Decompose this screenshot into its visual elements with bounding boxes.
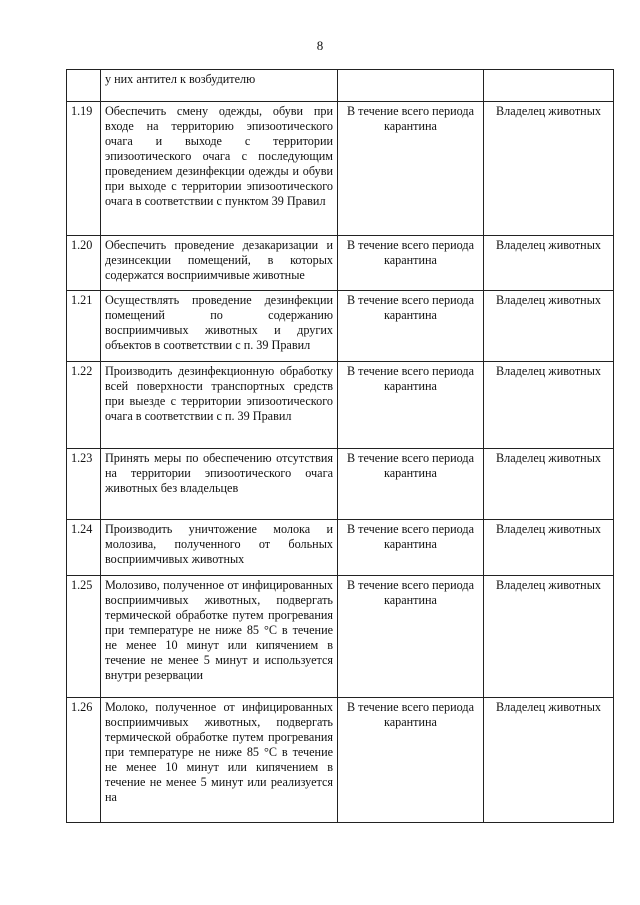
measure-term: В течение всего периода карантина [338, 576, 484, 698]
page-number: 8 [316, 38, 324, 53]
row-number [67, 70, 101, 102]
row-number: 1.25 [67, 576, 101, 698]
measure-term: В течение всего периода карантина [338, 520, 484, 576]
measure-responsible: Владелец животных [484, 520, 614, 576]
table-row [67, 576, 614, 698]
row-number: 1.21 [67, 291, 101, 362]
table-row [67, 698, 614, 823]
measure-responsible: Владелец животных [484, 236, 614, 291]
measure-text: Обеспечить смену одежды, обуви при входе на территорию эпизоотического очага и выходе с территории эпизоотического очага с последующим проведением дезинфекции одежды и обуви при выходе с территории эпизоотического очага в соответствии с пунктом 39 Правил [101, 102, 338, 236]
row-number: 1.19 [67, 102, 101, 236]
measure-term: В течение всего периода карантина [338, 362, 484, 449]
measure-text: Производить уничтожение молока и молозива, полученного от больных восприимчивых животных [101, 520, 338, 576]
table-row [67, 362, 614, 449]
table-row [67, 236, 614, 291]
measure-responsible: Владелец животных [484, 291, 614, 362]
measure-responsible: Владелец животных [484, 698, 614, 823]
table-row [67, 449, 614, 520]
table-row [67, 102, 614, 236]
measure-term [338, 70, 484, 102]
measure-term: В течение всего периода карантина [338, 102, 484, 236]
row-number: 1.22 [67, 362, 101, 449]
measure-term: В течение всего периода карантина [338, 449, 484, 520]
measure-responsible: Владелец животных [484, 449, 614, 520]
row-number: 1.26 [67, 698, 101, 823]
measure-text: Молозиво, полученное от инфицированных восприимчивых животных, подвергать термической обработке путем прогревания при температуре не ниже 85 °С в течение не менее 10 минут или кипячением в течение не менее 5 минут и используется внутри резервации [101, 576, 338, 698]
measure-responsible: Владелец животных [484, 362, 614, 449]
measure-responsible [484, 70, 614, 102]
measure-text: Осуществлять проведение дезинфекции помещений по содержанию восприимчивых животных и других объектов в соответствии с п. 39 Правил [101, 291, 338, 362]
row-number: 1.20 [67, 236, 101, 291]
measure-term: В течение всего периода карантина [338, 291, 484, 362]
table-row [67, 291, 614, 362]
measure-term: В течение всего периода карантина [338, 236, 484, 291]
measure-text: Молоко, полученное от инфицированных восприимчивых животных, подвергать термической обработке путем прогревания при температуре не ниже 85 °С в течение не менее 10 минут или кипячением в течение не менее 5 минут или реализуется на [101, 698, 338, 823]
measure-text: Принять меры по обеспечению отсутствия на территории эпизоотического очага животных без владельцев [101, 449, 338, 520]
measure-responsible: Владелец животных [484, 576, 614, 698]
measure-text: Производить дезинфекционную обработку всей поверхности транспортных средств при выезде с территории эпизоотического очага в соответствии с п. 39 Правил [101, 362, 338, 449]
measure-term: В течение всего периода карантина [338, 698, 484, 823]
table-row [67, 70, 614, 102]
measures-table [66, 69, 614, 823]
measure-responsible: Владелец животных [484, 102, 614, 236]
table-row [67, 520, 614, 576]
measure-text: Обеспечить проведение дезакаризации и дезинсекции помещений, в которых содержатся восприимчивые животные [101, 236, 338, 291]
measure-text: у них антител к возбудителю [101, 70, 338, 102]
row-number: 1.24 [67, 520, 101, 576]
row-number: 1.23 [67, 449, 101, 520]
